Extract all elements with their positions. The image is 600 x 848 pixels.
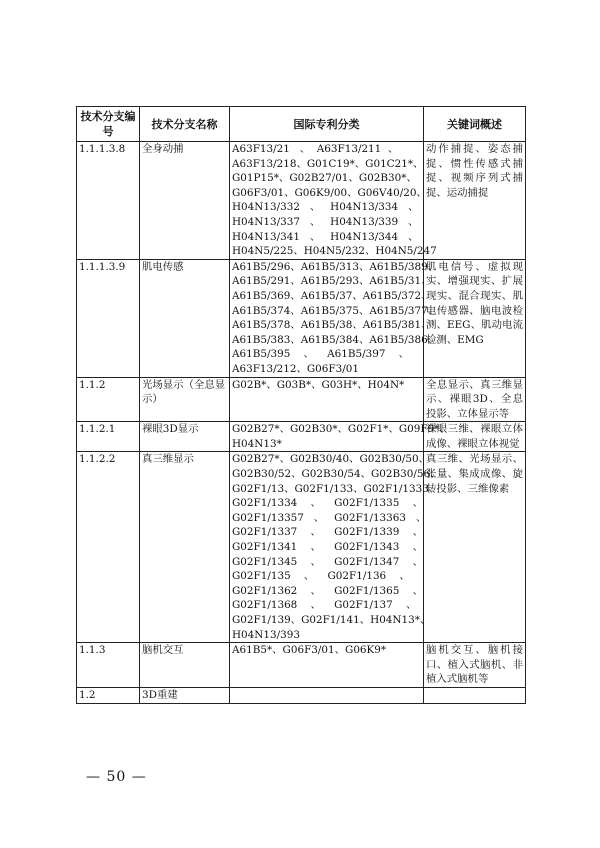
table-row	[77, 643, 526, 688]
ipc-line: G02F1/1368 、 G02F1/137 、	[232, 599, 417, 612]
ipc-line: H04N13/337 、 H04N13/339 、	[232, 215, 419, 228]
table-row	[77, 259, 526, 377]
table-header-row	[77, 107, 526, 142]
ipc-classification-table	[76, 106, 526, 704]
branch-name-cell: 真三维显示	[140, 452, 230, 643]
ipc-line: G02F1/1362 、 G02F1/1365 、	[232, 584, 423, 597]
ipc-line: G02B*、G03B*、G03H*、H04N*	[232, 378, 405, 391]
branch-code-cell: 1.1.2	[77, 377, 140, 422]
ipc-line: A61B5/291、A61B5/293、A61B5/31、	[232, 275, 432, 288]
page-number: — 50 —	[86, 769, 147, 785]
branch-name-cell: 肌电传感	[140, 259, 230, 377]
ipc-cell	[230, 687, 424, 703]
ipc-cell	[230, 643, 424, 688]
ipc-cell	[230, 142, 437, 260]
ipc-line: G02F1/13357 、 G02F1/13363 、	[232, 511, 427, 524]
ipc-line	[232, 688, 421, 703]
keywords-cell: 全息显示、真三维显示、裸眼3D、全息投影、立体显示等	[424, 377, 526, 422]
table-row	[77, 377, 526, 422]
branch-code-cell: 1.1.1.3.9	[77, 259, 140, 377]
table-row	[77, 422, 526, 452]
ipc-line: G06F3/01、G06K9/00、G06V40/20、	[232, 186, 427, 199]
branch-name-cell: 全身动捕	[140, 142, 230, 260]
ipc-line: G02B27*、G02B30/40、G02B30/50、	[232, 453, 429, 466]
header-branch-code: 技术分支编号	[77, 107, 140, 142]
branch-name-cell: 裸眼3D显示	[140, 422, 230, 452]
keywords-cell: 动作捕捉、姿态捕捉、惯性传感式捕捉、视频序列式捕捉、运动捕捉	[424, 142, 526, 260]
ipc-line: A63F13/21 、 A63F13/211 、	[232, 143, 399, 155]
branch-code-cell: 1.2	[77, 687, 140, 703]
ipc-line: H04N13/393	[232, 628, 300, 641]
ipc-line: G02F1/1341 、 G02F1/1343 、	[232, 541, 423, 554]
table-row	[77, 687, 526, 703]
table-row	[77, 142, 526, 260]
branch-name-cell: 光场显示（全息显示）	[140, 377, 230, 422]
ipc-cell	[230, 259, 439, 377]
ipc-line: G02F1/1337 、 G02F1/1339 、	[232, 526, 423, 539]
table-body	[77, 142, 526, 704]
ipc-line: G02F1/1345 、 G02F1/1347 、	[232, 555, 423, 568]
ipc-line: G02F1/135 、 G02F1/136 、	[232, 570, 410, 583]
header-ipc: 国际专利分类	[230, 107, 424, 142]
ipc-line: A61B5/369、A61B5/37、A61B5/372、	[232, 289, 432, 302]
branch-code-cell: 1.1.2.1	[77, 422, 140, 452]
keywords-cell: 脑机交互、脑机接口、植入式脑机、非植入式脑机等	[424, 643, 526, 688]
ipc-line: A61B5/374、A61B5/375、A61B5/377、	[232, 304, 439, 317]
ipc-line: G02B27*、G02B30*、G02F1*、G09F9*、	[232, 423, 450, 436]
ipc-line: A61B5/378、A61B5/38、A61B5/381、	[232, 319, 432, 332]
branch-name-cell: 3D重建	[140, 687, 230, 703]
keywords-cell: 肌电信号、虚拟现实、增强现实、扩展现实、混合现实、肌电传感器、脑电波检测、EEG、肌动电流检测、EMG	[424, 259, 526, 377]
keywords-cell: 真三维、光场显示、张量、集成成像、旋转投影、三维像素	[424, 452, 526, 643]
ipc-line: A63F13/212、G06F3/01	[232, 362, 359, 375]
ipc-line: H04N5/225、H04N5/232、H04N5/247	[232, 245, 437, 258]
branch-code-cell: 1.1.1.3.8	[77, 142, 140, 260]
ipc-cell	[230, 377, 424, 422]
ipc-line: A61B5/296、A61B5/313、A61B5/389、	[232, 260, 439, 273]
branch-code-cell: 1.1.3	[77, 643, 140, 688]
ipc-line: G02B30/52、G02B30/54、G02B30/56、	[232, 468, 441, 481]
ipc-line: G02F1/1334 、 G02F1/1335 、	[232, 497, 423, 510]
keywords-cell: 裸眼三维、裸眼立体成像、裸眼立体视觉	[424, 422, 526, 452]
ipc-line: H04N13/341 、 H04N13/344 、	[232, 230, 419, 243]
ipc-line: G02F1/13、G02F1/133、G02F1/1333、	[232, 482, 440, 495]
ipc-line: A61B5/395 、 A61B5/397 、	[232, 348, 410, 361]
ipc-line: G02F1/139、G02F1/141、H04N13*、	[232, 614, 431, 626]
ipc-cell	[230, 452, 441, 643]
keywords-cell	[424, 687, 526, 703]
ipc-line: A61B5/383、A61B5/384、A61B5/386、	[232, 333, 439, 346]
header-keywords: 关键词概述	[424, 107, 526, 142]
ipc-cell	[230, 422, 450, 452]
ipc-line: G01P15*、G02B27/01、G02B30*、	[232, 172, 417, 185]
header-branch-name: 技术分支名称	[140, 107, 230, 142]
branch-code-cell: 1.1.2.2	[77, 452, 140, 643]
ipc-line: A61B5*、G06F3/01、G06K9*	[232, 644, 387, 657]
ipc-line: A63F13/218、G01C19*、G01C21*、	[232, 157, 424, 170]
table-row	[77, 452, 526, 643]
branch-name-cell: 脑机交互	[140, 643, 230, 688]
ipc-line: H04N13/332 、 H04N13/334 、	[232, 201, 419, 214]
ipc-line: H04N13*	[232, 437, 282, 450]
